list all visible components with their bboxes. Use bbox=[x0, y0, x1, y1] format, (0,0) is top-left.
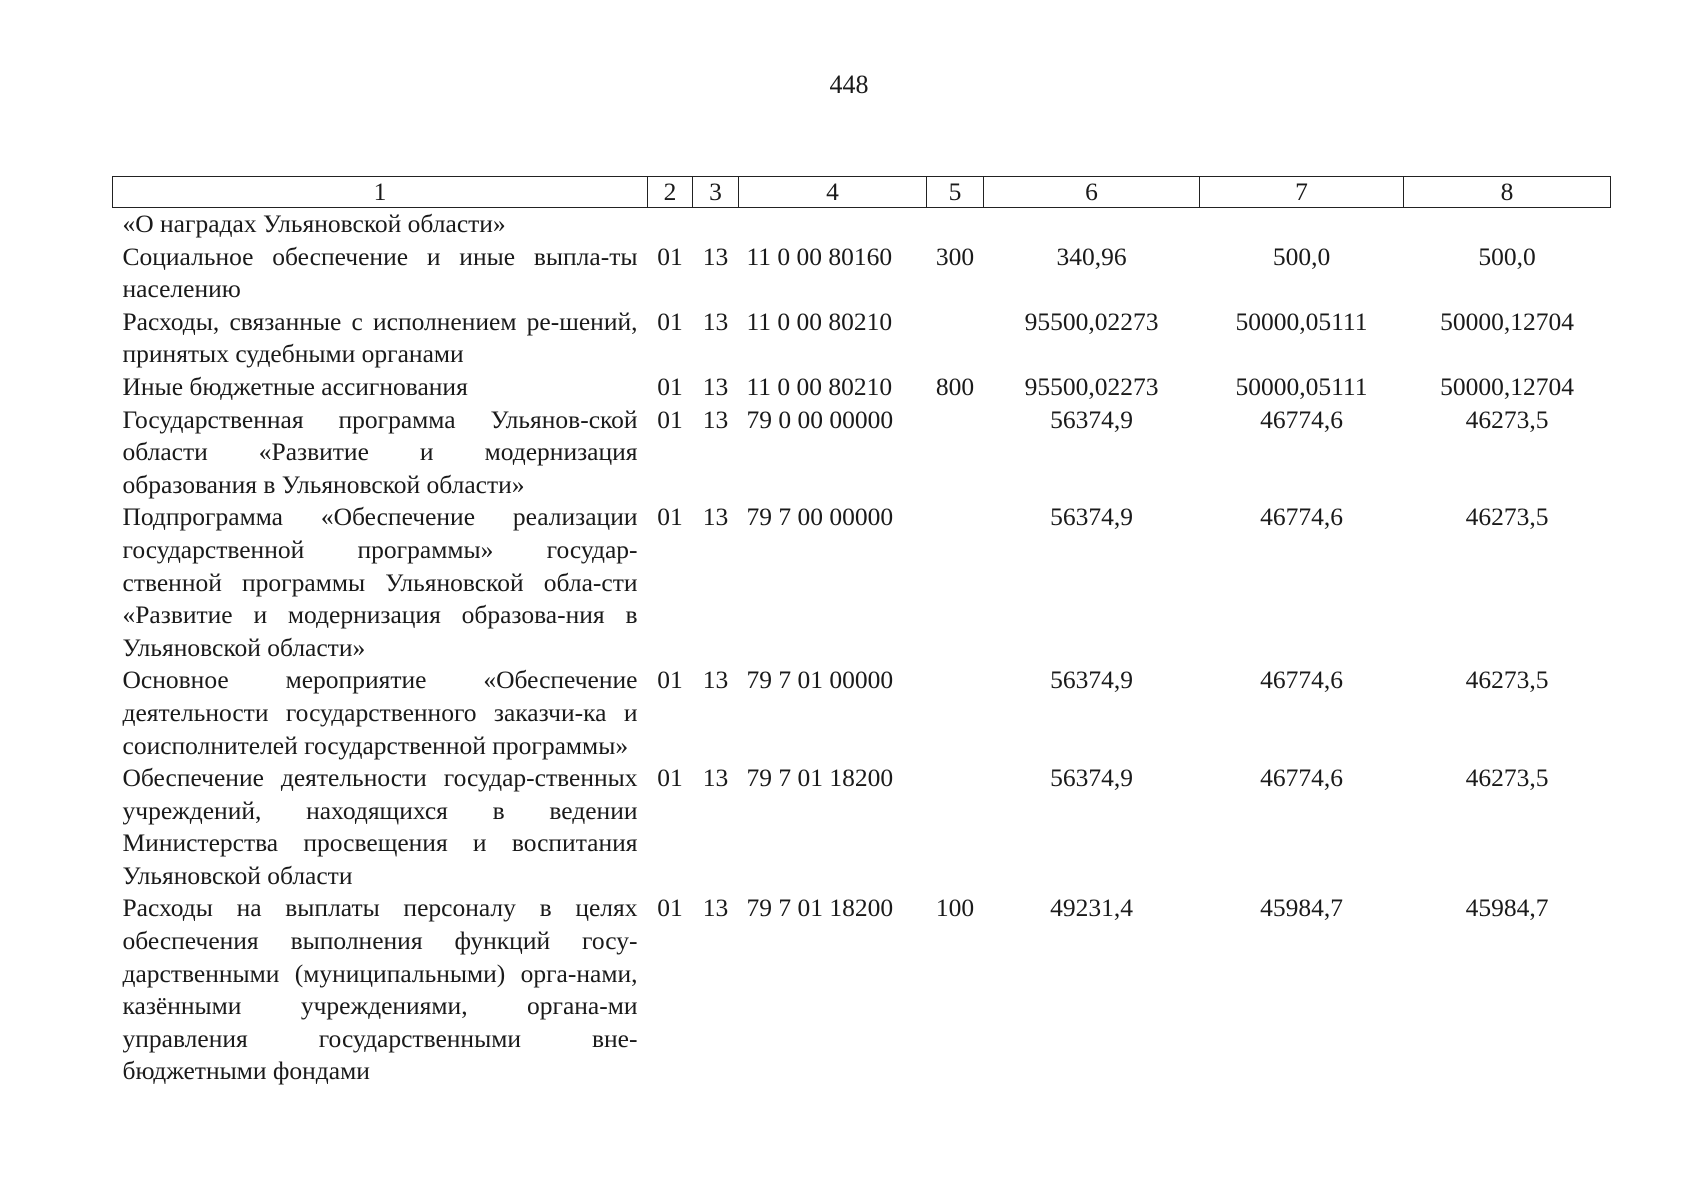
row-name: Иные бюджетные ассигнования bbox=[122, 371, 468, 401]
table-row bbox=[113, 664, 1611, 762]
row-amount-7: 45984,7 bbox=[1260, 893, 1343, 923]
row-name: Расходы на выплаты персоналу в целях обеспечения выполнения функций госу-дарственными (муниципальными) орга-нами, казёнными учреждениями, органа-ми управления государственными вне-бюджетными фондами bbox=[122, 893, 638, 1086]
table-row bbox=[113, 371, 1611, 404]
table-row bbox=[113, 404, 1611, 502]
row-amount-8: 50000,12704 bbox=[1440, 306, 1574, 336]
row-subsection: 13 bbox=[702, 893, 729, 923]
row-name: Социальное обеспечение и иные выпла-ты населению bbox=[122, 241, 638, 304]
row-amount-8: 46273,5 bbox=[1465, 404, 1549, 434]
row-name: Государственная программа Ульянов-ской области «Развитие и модернизация образования в Ульяновской области» bbox=[122, 404, 638, 499]
table-row bbox=[113, 208, 1611, 241]
table-row bbox=[113, 762, 1611, 892]
header-row bbox=[113, 177, 1611, 208]
table-header bbox=[113, 177, 1611, 208]
row-subsection: 13 bbox=[702, 241, 729, 271]
row-target-code bbox=[739, 208, 927, 241]
row-expense-type bbox=[927, 664, 984, 762]
row-section: 01 bbox=[657, 404, 683, 434]
row-section: 01 bbox=[657, 502, 683, 532]
row-amount-8: 50000,12704 bbox=[1440, 371, 1574, 401]
row-amount-7: 50000,05111 bbox=[1235, 371, 1368, 401]
row-target-code: 79 7 01 18200 bbox=[746, 763, 894, 793]
header-cell-5: 5 bbox=[927, 177, 984, 208]
header-cell-4: 4 bbox=[739, 177, 927, 208]
row-section: 01 bbox=[657, 665, 683, 695]
row-amount-7 bbox=[1200, 208, 1404, 241]
row-expense-type bbox=[927, 208, 984, 241]
header-cell-6: 6 bbox=[984, 177, 1200, 208]
row-section: 01 bbox=[657, 371, 683, 401]
header-cell-8: 8 bbox=[1404, 177, 1611, 208]
row-expense-type: 100 bbox=[935, 893, 975, 923]
row-amount-6: 56374,9 bbox=[1050, 502, 1133, 532]
row-expense-type bbox=[927, 404, 984, 502]
row-section: 01 bbox=[657, 306, 683, 336]
table-row bbox=[113, 501, 1611, 664]
row-section: 01 bbox=[657, 241, 683, 271]
row-amount-6 bbox=[984, 208, 1200, 241]
row-target-code: 11 0 00 80210 bbox=[746, 306, 893, 336]
row-name: Подпрограмма «Обеспечение реализации государственной программы» государ-ственной программы Ульяновской обла-сти «Развитие и модернизация образова-ния в Ульяновской области» bbox=[122, 502, 638, 662]
row-amount-8: 500,0 bbox=[1478, 241, 1536, 271]
row-amount-8: 46273,5 bbox=[1465, 763, 1549, 793]
row-expense-type bbox=[927, 501, 984, 664]
row-amount-7: 46774,6 bbox=[1260, 665, 1343, 695]
row-amount-6: 56374,9 bbox=[1050, 665, 1133, 695]
header-cell-1: 1 bbox=[113, 177, 648, 208]
table-row bbox=[113, 241, 1611, 306]
row-target-code: 79 7 01 00000 bbox=[746, 665, 894, 695]
row-section bbox=[648, 208, 693, 241]
row-amount-6: 56374,9 bbox=[1050, 763, 1133, 793]
row-expense-type bbox=[927, 762, 984, 892]
page-number: 448 bbox=[829, 70, 869, 99]
row-amount-6: 95500,02273 bbox=[1024, 371, 1159, 401]
row-amount-6: 56374,9 bbox=[1050, 404, 1133, 434]
row-name: Расходы, связанные с исполнением ре-шений, принятых судебными органами bbox=[122, 306, 638, 369]
row-section: 01 bbox=[657, 763, 683, 793]
row-target-code: 79 7 01 18200 bbox=[746, 893, 894, 923]
row-name: Основное мероприятие «Обеспечение деятельности государственного заказчи-ка и соисполнителей государственной программы» bbox=[122, 665, 638, 760]
row-subsection: 13 bbox=[702, 763, 729, 793]
row-subsection: 13 bbox=[702, 404, 729, 434]
row-name: Обеспечение деятельности государ-ственных учреждений, находящихся в ведении Министерства просвещения и воспитания Ульяновской области bbox=[122, 763, 638, 890]
table-row bbox=[113, 306, 1611, 371]
row-amount-8: 46273,5 bbox=[1465, 502, 1549, 532]
row-amount-7: 46774,6 bbox=[1260, 763, 1343, 793]
row-target-code: 11 0 00 80160 bbox=[746, 241, 893, 271]
row-amount-6: 340,96 bbox=[1056, 241, 1127, 271]
row-amount-7: 50000,05111 bbox=[1235, 306, 1368, 336]
row-section: 01 bbox=[657, 893, 683, 923]
header-cell-7: 7 bbox=[1200, 177, 1404, 208]
row-target-code: 79 7 00 00000 bbox=[746, 502, 894, 532]
row-amount-7: 500,0 bbox=[1272, 241, 1331, 271]
row-name: «О наградах Ульяновской области» bbox=[122, 209, 506, 238]
budget-table bbox=[112, 176, 1611, 1088]
row-amount-7: 46774,6 bbox=[1260, 502, 1343, 532]
row-subsection: 13 bbox=[702, 502, 729, 532]
row-amount-6: 49231,4 bbox=[1050, 893, 1133, 923]
row-amount-8: 45984,7 bbox=[1465, 893, 1549, 923]
row-subsection: 13 bbox=[702, 306, 729, 336]
row-subsection bbox=[693, 208, 739, 241]
table-row bbox=[113, 892, 1611, 1088]
table-body bbox=[113, 208, 1611, 1089]
row-amount-8 bbox=[1404, 208, 1611, 241]
row-target-code: 11 0 00 80210 bbox=[746, 371, 893, 401]
row-subsection: 13 bbox=[702, 665, 729, 695]
header-cell-3: 3 bbox=[693, 177, 739, 208]
row-expense-type bbox=[927, 306, 984, 371]
row-amount-6: 95500,02273 bbox=[1024, 306, 1159, 336]
header-cell-2: 2 bbox=[648, 177, 693, 208]
row-expense-type: 800 bbox=[935, 371, 975, 401]
row-amount-7: 46774,6 bbox=[1260, 404, 1343, 434]
row-target-code: 79 0 00 00000 bbox=[746, 404, 894, 434]
row-amount-8: 46273,5 bbox=[1465, 665, 1549, 695]
row-expense-type: 300 bbox=[935, 241, 975, 271]
row-subsection: 13 bbox=[702, 371, 729, 401]
